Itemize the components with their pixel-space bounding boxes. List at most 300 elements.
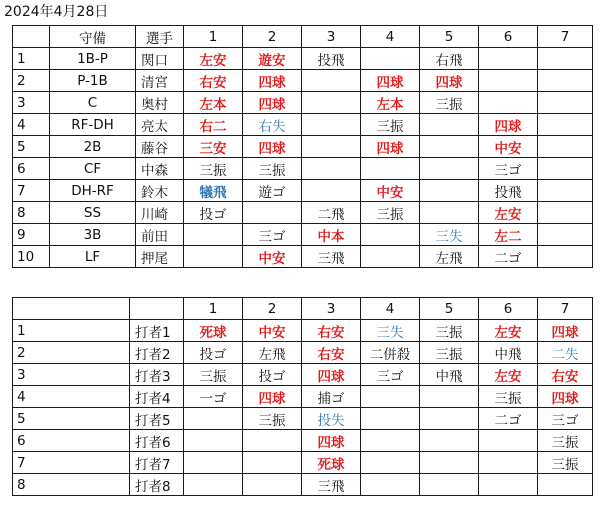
opponent-header-row	[13, 298, 593, 320]
lineup-header-cell	[420, 26, 479, 48]
at-bat-result-cell	[420, 224, 479, 246]
opponent-result-cell-text: 三振	[551, 434, 579, 451]
at-bat-result-cell-text: 二ゴ	[494, 250, 522, 267]
opponent-result-cell	[420, 452, 479, 474]
lineup-row	[13, 202, 593, 224]
opponent-result-cell	[184, 408, 243, 430]
batting-order-cell-text: 3	[17, 94, 26, 111]
opponent-result-cell-text: 中安	[258, 324, 286, 341]
lineup-header-cell-text: 4	[385, 28, 395, 45]
at-bat-result-cell	[479, 224, 538, 246]
batter-name-cell-text: 打者4	[135, 390, 171, 407]
at-bat-result-cell	[302, 136, 361, 158]
at-bat-result-cell-text: 投飛	[494, 184, 522, 201]
at-bat-result-cell-text: 中安	[376, 184, 404, 201]
opponent-row	[13, 452, 593, 474]
position-cell	[50, 48, 136, 70]
opponent-result-cell	[302, 452, 361, 474]
at-bat-result-cell-text: 三振	[376, 206, 404, 223]
at-bat-result-cell	[538, 224, 593, 246]
at-bat-result-cell-text: 三安	[199, 140, 227, 157]
player-name-cell-text: 藤谷	[141, 140, 168, 157]
opponent-result-cell-text: 三振	[199, 368, 227, 385]
at-bat-result-cell	[184, 48, 243, 70]
opponent-result-cell-text: 中飛	[494, 346, 522, 363]
at-bat-result-cell	[420, 246, 479, 268]
batter-name-cell-text: 打者1	[135, 324, 171, 341]
position-cell-text: CF	[83, 160, 102, 177]
opponent-result-cell-text: 三振	[258, 412, 286, 429]
player-name-cell-text: 川崎	[141, 206, 168, 223]
position-cell	[50, 70, 136, 92]
opponent-row	[13, 474, 593, 496]
batter-name-cell	[130, 474, 184, 496]
opponent-result-cell	[479, 320, 538, 342]
position-cell-text: P-1B	[77, 72, 108, 89]
at-bat-result-cell	[361, 246, 420, 268]
batter-number-cell-text: 6	[17, 432, 26, 449]
batter-number-cell-text: 7	[17, 454, 26, 471]
batter-number-cell	[13, 386, 130, 408]
at-bat-result-cell	[538, 158, 593, 180]
at-bat-result-cell	[243, 92, 302, 114]
opponent-result-cell	[361, 320, 420, 342]
lineup-row	[13, 180, 593, 202]
at-bat-result-cell	[538, 70, 593, 92]
at-bat-result-cell	[420, 48, 479, 70]
player-name-cell	[136, 246, 184, 268]
opponent-header-cell	[420, 298, 479, 320]
position-cell-text: 2B	[83, 138, 102, 155]
opponent-batters-table	[12, 297, 593, 496]
lineup-header-cell	[136, 26, 184, 48]
opponent-header-cell	[479, 298, 538, 320]
opponent-result-cell-text: 投ゴ	[199, 346, 227, 363]
opponent-result-cell-text: 投失	[317, 412, 345, 429]
at-bat-result-cell	[420, 114, 479, 136]
player-name-cell-text: 中森	[141, 162, 168, 179]
at-bat-result-cell	[184, 92, 243, 114]
opponent-result-cell	[302, 474, 361, 496]
player-name-cell-text: 清宮	[141, 74, 168, 91]
position-cell-text: 3B	[83, 226, 102, 243]
opponent-result-cell	[243, 342, 302, 364]
at-bat-result-cell-text: 四球	[376, 74, 404, 91]
opponent-row	[13, 320, 593, 342]
at-bat-result-cell-text: 左安	[199, 52, 227, 69]
opponent-result-cell	[479, 474, 538, 496]
at-bat-result-cell	[243, 158, 302, 180]
opponent-result-cell	[184, 474, 243, 496]
opponent-result-cell	[538, 474, 593, 496]
opponent-result-cell	[184, 320, 243, 342]
at-bat-result-cell-text: 四球	[376, 140, 404, 157]
at-bat-result-cell	[184, 158, 243, 180]
player-name-cell	[136, 180, 184, 202]
batting-order-cell-text: 4	[17, 116, 26, 133]
at-bat-result-cell-text: 四球	[258, 96, 286, 113]
opponent-result-cell	[184, 364, 243, 386]
batter-number-cell	[13, 364, 130, 386]
position-cell	[50, 92, 136, 114]
opponent-row	[13, 364, 593, 386]
opponent-result-cell	[361, 430, 420, 452]
batting-order-cell	[13, 246, 50, 268]
at-bat-result-cell-text: 三振	[376, 118, 404, 135]
opponent-result-cell-text: 四球	[258, 390, 286, 407]
at-bat-result-cell-text: 四球	[258, 74, 286, 91]
at-bat-result-cell	[361, 92, 420, 114]
at-bat-result-cell	[420, 92, 479, 114]
opponent-result-cell-text: 投ゴ	[258, 368, 286, 385]
opponent-result-cell	[420, 386, 479, 408]
opponent-result-cell	[479, 386, 538, 408]
at-bat-result-cell	[361, 202, 420, 224]
at-bat-result-cell-text: 四球	[435, 74, 463, 91]
at-bat-result-cell	[243, 224, 302, 246]
at-bat-result-cell	[479, 136, 538, 158]
opponent-result-cell	[243, 430, 302, 452]
opponent-result-cell	[302, 342, 361, 364]
opponent-result-cell	[184, 386, 243, 408]
at-bat-result-cell	[243, 246, 302, 268]
at-bat-result-cell	[420, 180, 479, 202]
opponent-result-cell-text: 捕ゴ	[317, 390, 345, 407]
opponent-row	[13, 430, 593, 452]
opponent-result-cell	[243, 320, 302, 342]
lineup-header-cell	[184, 26, 243, 48]
opponent-result-cell	[302, 430, 361, 452]
opponent-result-cell-text: 一ゴ	[199, 390, 227, 407]
opponent-result-cell	[538, 452, 593, 474]
player-name-cell	[136, 92, 184, 114]
opponent-result-cell-text: 三振	[435, 346, 463, 363]
batter-number-cell-text: 8	[17, 476, 26, 493]
at-bat-result-cell	[302, 92, 361, 114]
at-bat-result-cell-text: 遊安	[258, 52, 286, 69]
batting-order-cell-text: 9	[17, 226, 26, 243]
batting-order-cell-text: 1	[17, 50, 26, 67]
opponent-result-cell-text: 中飛	[435, 368, 463, 385]
at-bat-result-cell-text: 右飛	[435, 52, 463, 69]
opponent-result-cell	[479, 452, 538, 474]
opponent-result-cell-text: 四球	[317, 368, 345, 385]
opponent-result-cell-text: 四球	[317, 434, 345, 451]
at-bat-result-cell	[184, 202, 243, 224]
opponent-result-cell	[361, 364, 420, 386]
lineup-row	[13, 114, 593, 136]
at-bat-result-cell-text: 三ゴ	[494, 162, 522, 179]
opponent-result-cell-text: 四球	[551, 324, 579, 341]
batter-name-cell-text: 打者2	[135, 346, 171, 363]
opponent-header-cell-text: 3	[326, 300, 336, 317]
opponent-header-cell-text: 4	[385, 300, 395, 317]
player-name-cell-text: 前田	[141, 228, 168, 245]
lineup-header-cell	[302, 26, 361, 48]
at-bat-result-cell-text: 右安	[199, 74, 227, 91]
opponent-result-cell	[538, 408, 593, 430]
opponent-header-cell	[130, 298, 184, 320]
at-bat-result-cell	[361, 158, 420, 180]
at-bat-result-cell-text: 右失	[258, 118, 286, 135]
at-bat-result-cell	[243, 114, 302, 136]
player-name-cell	[136, 224, 184, 246]
batter-name-cell	[130, 364, 184, 386]
batter-number-cell-text: 3	[17, 366, 26, 383]
lineup-row	[13, 246, 593, 268]
opponent-result-cell-text: 三ゴ	[376, 368, 404, 385]
player-name-cell-text: 奥村	[141, 96, 168, 113]
batter-name-cell-text: 打者5	[135, 412, 171, 429]
batting-order-cell	[13, 180, 50, 202]
player-name-cell-text: 関口	[141, 52, 168, 69]
page-date: 2024年4月28日	[4, 4, 109, 20]
batting-order-cell	[13, 224, 50, 246]
lineup-row	[13, 158, 593, 180]
batting-order-cell-text: 6	[17, 160, 26, 177]
batting-order-cell	[13, 114, 50, 136]
opponent-result-cell	[538, 364, 593, 386]
opponent-result-cell-text: 右安	[317, 346, 345, 363]
opponent-result-cell	[184, 342, 243, 364]
opponent-header-cell-text: 7	[560, 300, 570, 317]
lineup-header-cell-text: 選手	[146, 30, 173, 47]
at-bat-result-cell-text: 中安	[494, 140, 522, 157]
opponent-result-cell	[243, 364, 302, 386]
opponent-result-cell-text: 三ゴ	[551, 412, 579, 429]
at-bat-result-cell-text: 左本	[199, 96, 227, 113]
player-name-cell	[136, 202, 184, 224]
at-bat-result-cell-text: 犠飛	[199, 184, 227, 201]
batter-name-cell	[130, 320, 184, 342]
player-name-cell	[136, 48, 184, 70]
opponent-header-cell-text: 5	[444, 300, 454, 317]
opponent-result-cell	[479, 364, 538, 386]
opponent-result-cell	[302, 320, 361, 342]
batter-number-cell-text: 5	[17, 410, 26, 427]
at-bat-result-cell-text: 左本	[376, 96, 404, 113]
batting-order-cell	[13, 48, 50, 70]
at-bat-result-cell	[302, 158, 361, 180]
opponent-result-cell	[302, 408, 361, 430]
opponent-result-cell	[361, 474, 420, 496]
opponent-result-cell-text: 二併殺	[369, 346, 411, 363]
at-bat-result-cell	[479, 114, 538, 136]
at-bat-result-cell-text: 左二	[494, 228, 522, 245]
batting-order-cell-text: 8	[17, 204, 26, 221]
opponent-result-cell	[420, 320, 479, 342]
opponent-result-cell-text: 右安	[317, 324, 345, 341]
at-bat-result-cell-text: 投飛	[317, 52, 345, 69]
opponent-result-cell-text: 三失	[376, 324, 404, 341]
position-cell-text: 1B-P	[77, 50, 108, 67]
lineup-table	[12, 25, 593, 268]
at-bat-result-cell	[538, 92, 593, 114]
batter-name-cell	[130, 430, 184, 452]
player-name-cell	[136, 158, 184, 180]
at-bat-result-cell	[184, 70, 243, 92]
position-cell	[50, 158, 136, 180]
at-bat-result-cell	[302, 224, 361, 246]
batter-number-cell	[13, 430, 130, 452]
at-bat-result-cell	[184, 246, 243, 268]
opponent-result-cell-text: 四球	[551, 390, 579, 407]
lineup-header-cell	[479, 26, 538, 48]
at-bat-result-cell	[302, 180, 361, 202]
at-bat-result-cell	[479, 70, 538, 92]
lineup-header-cell-text: 1	[208, 28, 218, 45]
opponent-header-cell	[302, 298, 361, 320]
at-bat-result-cell	[302, 202, 361, 224]
at-bat-result-cell	[420, 202, 479, 224]
position-cell	[50, 136, 136, 158]
batter-name-cell-text: 打者3	[135, 368, 171, 385]
opponent-batters-table-body	[13, 298, 593, 496]
opponent-result-cell-text: 二ゴ	[494, 412, 522, 429]
at-bat-result-cell	[538, 246, 593, 268]
batting-order-cell-text: 10	[17, 248, 35, 265]
opponent-result-cell	[538, 430, 593, 452]
at-bat-result-cell-text: 四球	[258, 140, 286, 157]
batting-order-cell	[13, 158, 50, 180]
opponent-result-cell	[361, 386, 420, 408]
batting-order-cell-text: 5	[17, 138, 26, 155]
at-bat-result-cell	[302, 70, 361, 92]
player-name-cell-text: 鈴木	[141, 184, 168, 201]
at-bat-result-cell	[243, 180, 302, 202]
opponent-result-cell-text: 左安	[494, 324, 522, 341]
at-bat-result-cell	[479, 158, 538, 180]
at-bat-result-cell-text: 右二	[199, 118, 227, 135]
at-bat-result-cell	[361, 70, 420, 92]
batting-order-cell-text: 7	[17, 182, 26, 199]
player-name-cell-text: 押尾	[141, 250, 168, 267]
opponent-result-cell	[184, 430, 243, 452]
at-bat-result-cell	[184, 180, 243, 202]
at-bat-result-cell	[243, 70, 302, 92]
opponent-result-cell	[302, 364, 361, 386]
opponent-header-cell-text: 6	[503, 300, 513, 317]
at-bat-result-cell	[538, 48, 593, 70]
at-bat-result-cell	[302, 48, 361, 70]
batter-name-cell-text: 打者7	[135, 456, 171, 473]
position-cell-text: SS	[83, 204, 102, 221]
at-bat-result-cell	[302, 246, 361, 268]
at-bat-result-cell-text: 三飛	[317, 250, 345, 267]
lineup-table-body	[13, 26, 593, 268]
batter-name-cell	[130, 408, 184, 430]
lineup-header-cell	[50, 26, 136, 48]
position-cell-text: DH-RF	[71, 182, 114, 199]
at-bat-result-cell-text: 投ゴ	[199, 206, 227, 223]
batter-number-cell	[13, 320, 130, 342]
opponent-header-cell	[361, 298, 420, 320]
at-bat-result-cell-text: 三ゴ	[258, 228, 286, 245]
opponent-header-cell	[184, 298, 243, 320]
opponent-result-cell-text: 三振	[435, 324, 463, 341]
at-bat-result-cell	[361, 114, 420, 136]
at-bat-result-cell	[302, 114, 361, 136]
lineup-row	[13, 92, 593, 114]
at-bat-result-cell	[184, 224, 243, 246]
lineup-row	[13, 48, 593, 70]
lineup-header-cell	[538, 26, 593, 48]
at-bat-result-cell-text: 三振	[435, 96, 463, 113]
at-bat-result-cell-text: 三失	[435, 228, 463, 245]
at-bat-result-cell	[420, 158, 479, 180]
opponent-row	[13, 408, 593, 430]
at-bat-result-cell	[243, 202, 302, 224]
opponent-result-cell-text: 左安	[494, 368, 522, 385]
at-bat-result-cell-text: 遊ゴ	[258, 184, 286, 201]
at-bat-result-cell	[538, 202, 593, 224]
opponent-result-cell	[361, 408, 420, 430]
opponent-header-cell	[243, 298, 302, 320]
lineup-header-cell-text: 3	[326, 28, 336, 45]
lineup-header-cell	[13, 26, 50, 48]
position-cell	[50, 114, 136, 136]
batting-order-cell-text: 2	[17, 72, 26, 89]
at-bat-result-cell-text: 左安	[494, 206, 522, 223]
at-bat-result-cell	[420, 70, 479, 92]
opponent-result-cell	[479, 408, 538, 430]
opponent-result-cell	[538, 320, 593, 342]
opponent-result-cell-text: 三振	[494, 390, 522, 407]
opponent-result-cell	[420, 430, 479, 452]
at-bat-result-cell	[479, 92, 538, 114]
at-bat-result-cell-text: 三振	[258, 162, 286, 179]
opponent-result-cell	[420, 474, 479, 496]
at-bat-result-cell-text: 二飛	[317, 206, 345, 223]
lineup-row	[13, 224, 593, 246]
opponent-result-cell	[479, 430, 538, 452]
at-bat-result-cell-text: 左飛	[435, 250, 463, 267]
at-bat-result-cell	[479, 180, 538, 202]
at-bat-result-cell	[361, 180, 420, 202]
position-cell-text: RF-DH	[71, 116, 114, 133]
position-cell	[50, 246, 136, 268]
lineup-row	[13, 136, 593, 158]
opponent-result-cell-text: 死球	[199, 324, 227, 341]
lineup-row	[13, 70, 593, 92]
at-bat-result-cell	[538, 136, 593, 158]
batter-number-cell-text: 4	[17, 388, 26, 405]
batter-name-cell	[130, 452, 184, 474]
opponent-header-cell	[538, 298, 593, 320]
player-name-cell	[136, 70, 184, 92]
opponent-result-cell	[243, 386, 302, 408]
batter-name-cell-text: 打者6	[135, 434, 171, 451]
batting-order-cell	[13, 92, 50, 114]
batter-number-cell-text: 1	[17, 322, 26, 339]
opponent-result-cell	[243, 452, 302, 474]
at-bat-result-cell-text: 中本	[317, 228, 345, 245]
at-bat-result-cell	[243, 136, 302, 158]
batting-order-cell	[13, 70, 50, 92]
at-bat-result-cell	[538, 180, 593, 202]
position-cell-text: C	[87, 94, 98, 111]
at-bat-result-cell	[479, 48, 538, 70]
position-cell	[50, 202, 136, 224]
at-bat-result-cell	[538, 114, 593, 136]
player-name-cell	[136, 114, 184, 136]
opponent-result-cell	[420, 342, 479, 364]
opponent-result-cell	[302, 386, 361, 408]
batting-order-cell	[13, 136, 50, 158]
lineup-header-cell-text: 守備	[79, 30, 106, 47]
opponent-result-cell	[420, 364, 479, 386]
at-bat-result-cell	[420, 136, 479, 158]
